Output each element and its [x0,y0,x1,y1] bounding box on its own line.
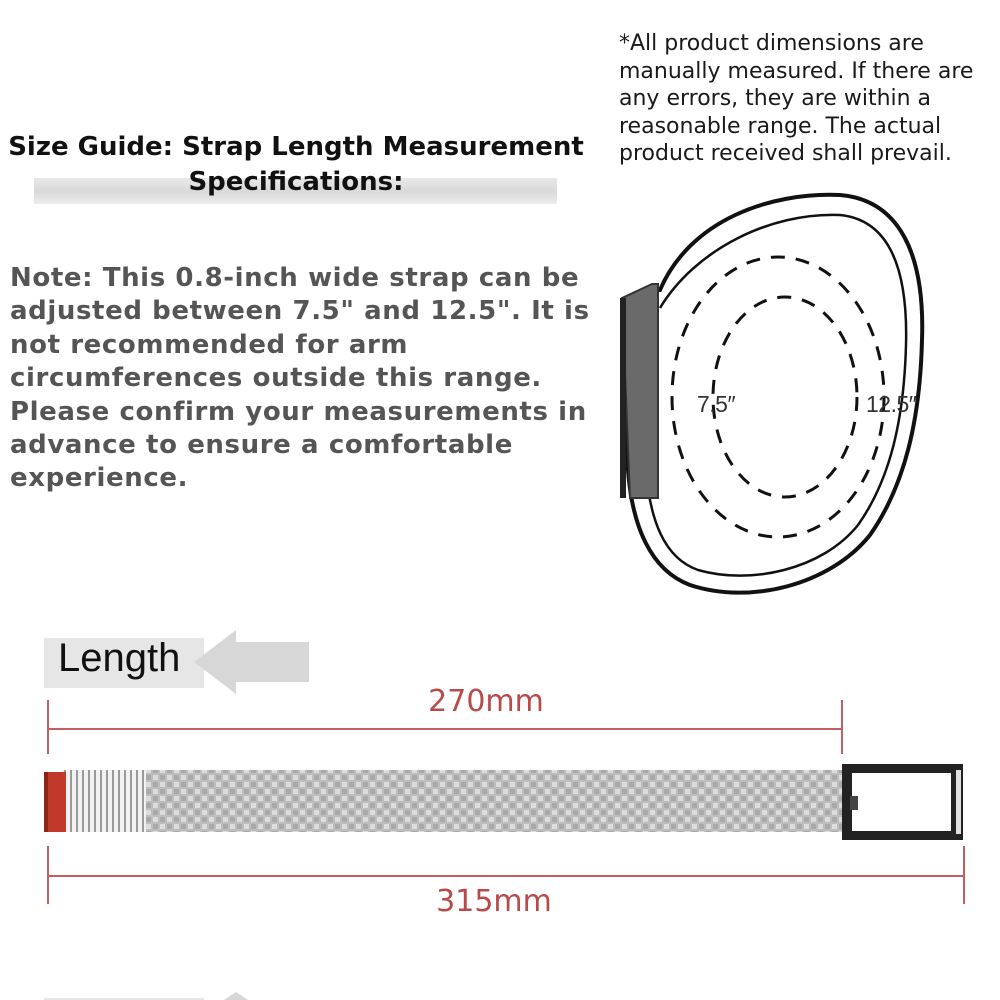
inner-circumference-label: 7.5″ [697,391,736,417]
strap-body [144,770,844,832]
buckle-edge [620,298,626,498]
strap-end-cap [46,772,66,832]
left-arrow-icon [194,630,309,694]
length-label: Length [58,636,181,680]
outer-circumference-label: 12.5″ [866,391,917,417]
strap-velcro-section [62,770,146,832]
strap-illustration [40,760,970,845]
next-section-banner [44,990,314,1000]
note-paragraph: Note: This 0.8-inch wide strap can be adjusted between 7.5" and 12.5". It is not recommended for arm circumferences outside this range. Please confirm your measurements in advance to ensure a comfortable experience. [10,263,590,494]
dimension-top-label: 270mm [428,684,544,719]
page-title: Size Guide: Strap Length Measurement Specifications: [8,132,584,197]
dimension-bottom-label: 315mm [436,884,552,919]
disclaimer-text: *All product dimensions are manually measured. If there are any errors, they are within a reasonable range. The actual product received shall prevail. [619,31,974,166]
